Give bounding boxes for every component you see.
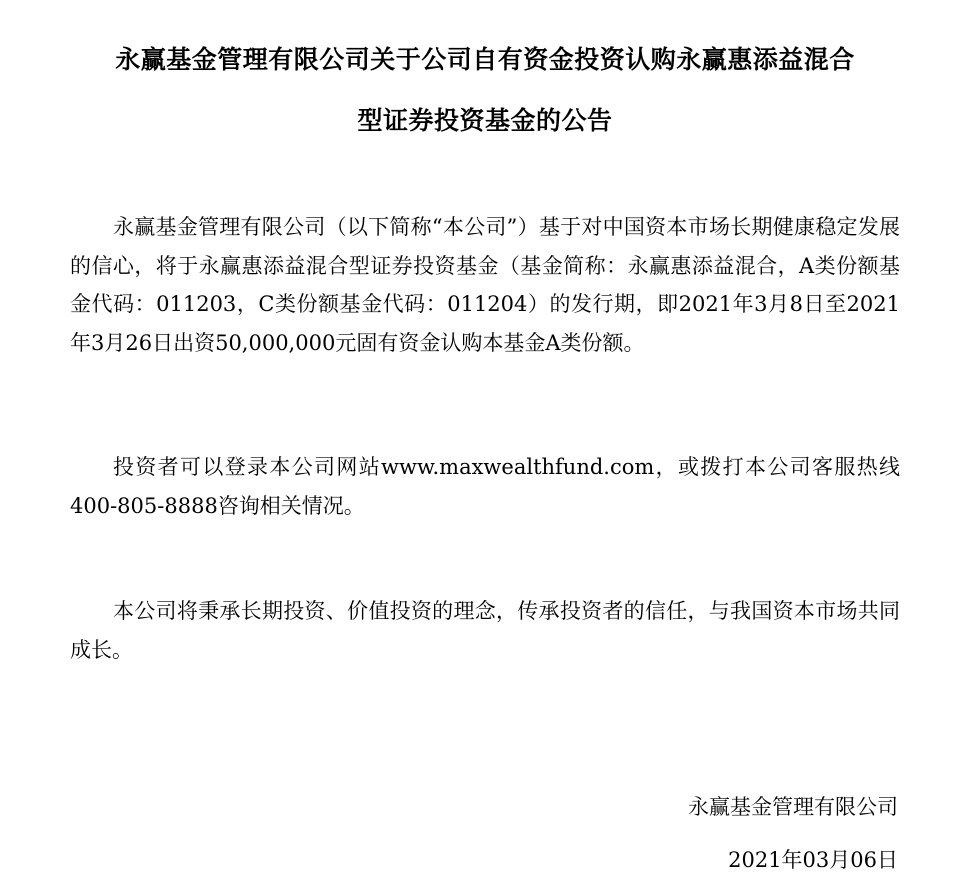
- document-title-line-2: 型证券投资基金的公告: [357, 106, 613, 135]
- signature-date: 2021年03月06日: [728, 848, 898, 872]
- signature-company: 永赢基金管理有限公司: [688, 795, 898, 819]
- paragraph-subscription-details: 永赢基金管理有限公司（以下简称“本公司”）基于对中国资本市场长期健康稳定发展的信心，将于永赢惠添益混合型证券投资基金（基金简称：永赢惠添益混合，A类份额基金代码：011203，C类份额基金代码：011204）的发行期，即2021年3月8日至2021年3月26日出资50,000,000元固有资金认购本基金A类份额。: [70, 215, 900, 355]
- document-title-line-1: 永赢基金管理有限公司关于公司自有资金投资认购永赢惠添益混合: [115, 45, 855, 74]
- paragraph-contact-info: 投资者可以登录本公司网站www.maxwealthfund.com，或拨打本公司客服热线400-805-8888咨询相关情况。: [70, 455, 900, 518]
- paragraph-commitment: 本公司将秉承长期投资、价值投资的理念，传承投资者的信任，与我国资本市场共同成长。: [70, 599, 900, 662]
